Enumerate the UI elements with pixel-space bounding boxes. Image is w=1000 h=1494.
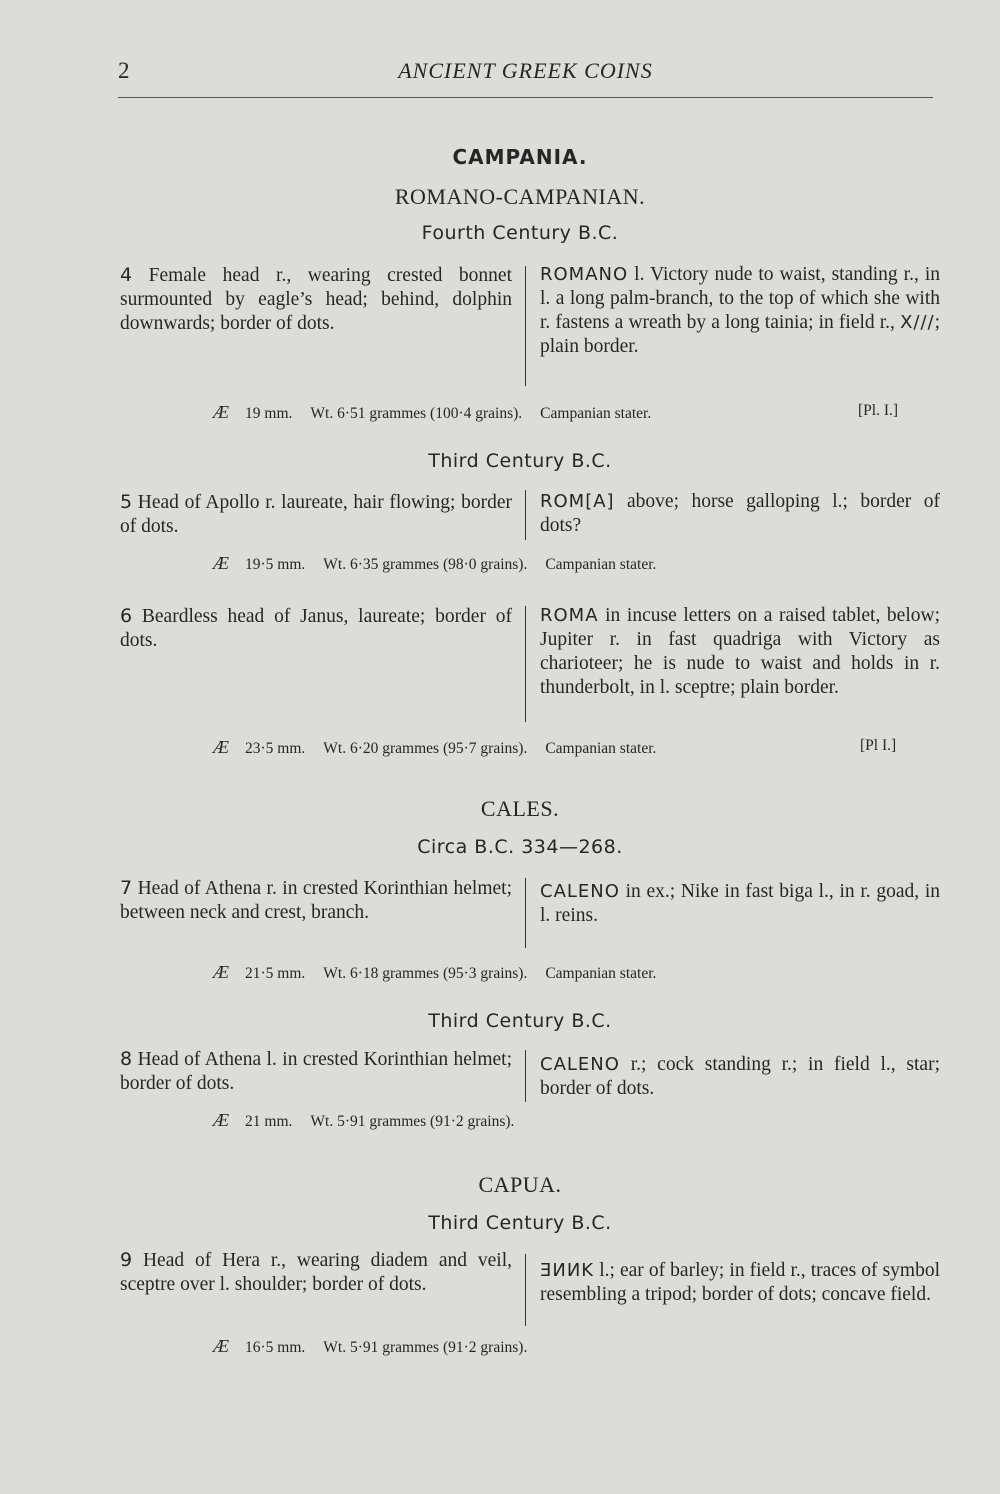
reverse-text: in ex.; Nike in fast biga l., in r. goad, in l. reins. [540,881,940,926]
coin-legend: ROM[A] [540,491,615,512]
coin-8-obverse [120,1047,512,1096]
coin-size: 19·5 mm. [245,556,306,573]
column-divider [525,878,526,948]
obverse-text: Head of Apollo r. laureate, hair flowing; border of dots. [120,492,513,537]
coin-weight: Wt. 6·35 grammes (98·0 grains). [323,556,528,573]
coin-denomination: Campanian stater. [540,405,652,422]
metal-symbol: Æ [213,737,230,757]
coin-weight: Wt. 6·20 grammes (95·7 grains). [323,740,528,757]
coin-weight: Wt. 5·91 grammes (91·2 grains). [310,1113,515,1130]
coin-9-reverse [540,1259,940,1307]
coin-weight: Wt. 6·18 grammes (95·3 grains). [323,965,528,982]
reverse-text: r.; cock standing r.; in field l., star; border of dots. [540,1054,940,1099]
obverse-text: Head of Hera r., wearing diadem and veil, sceptre over l. shoulder; border of dots. [120,1250,512,1295]
page-number: 2 [118,58,130,83]
period-heading-third-century: Third Century B.C. [428,1212,612,1234]
coin-legend: CALENO [540,1054,620,1075]
coin-denomination: Campanian stater. [545,740,657,757]
coin-7-metadata [213,962,656,983]
coin-size: 23·5 mm. [245,740,306,757]
coin-weight: Wt. 6·51 grammes (100·4 grains). [310,405,523,422]
period-heading-circa: Circa B.C. 334—268. [417,836,623,858]
coin-legend: CALENO [540,881,620,902]
coin-7-obverse [120,876,512,925]
metal-symbol: Æ [213,553,230,573]
obverse-text: Beardless head of Janus, laureate; border of dots. [120,606,512,651]
period-heading-fourth-century: Fourth Century B.C. [421,222,619,244]
section-heading-romano-campanian: ROMANO-CAMPANIAN. [394,184,646,209]
coin-9-obverse [120,1248,512,1297]
coin-6-reverse [540,604,940,700]
coin-denomination: Campanian stater. [545,965,657,982]
period-heading-third-century: Third Century B.C. [428,1010,612,1032]
coin-4-reverse [540,263,940,359]
plate-reference: [Pl I.] [860,737,897,754]
section-heading-capua: CAPUA. [478,1172,562,1197]
coin-7-reverse [540,880,940,928]
obverse-text: Head of Athena r. in crested Korinthian helmet; between neck and crest, branch. [120,878,513,923]
coin-size: 21 mm. [245,1113,293,1130]
coin-8-reverse [540,1053,940,1101]
coin-legend: ƎИИK [540,1260,595,1281]
coin-6-metadata [213,737,656,758]
reverse-text: above; horse galloping l.; border of dots? [540,491,940,536]
reverse-text-end: ; plain border. [540,312,941,357]
reverse-text: in incuse letters on a raised tablet, below; Jupiter r. in fast quadriga with Victory as charioteer; he is nude to waist and holds in r. thunderbolt, in l. sceptre; plain border. [540,605,940,698]
field-mark: X/// [900,312,935,333]
coin-8-metadata [213,1110,514,1131]
coin-number: 9 [120,1249,133,1271]
coin-number: 6 [120,605,133,627]
metal-symbol: Æ [213,402,230,422]
coin-size: 16·5 mm. [245,1339,306,1356]
coin-5-metadata [213,553,656,574]
metal-symbol: Æ [213,962,230,982]
reverse-text: l.; ear of barley; in field r., traces of symbol resembling a tripod; border of dots; concave field. [540,1260,940,1305]
metal-symbol: Æ [213,1336,230,1356]
header-rule [118,97,933,98]
period-heading-third-century: Third Century B.C. [428,450,612,472]
column-divider [525,490,526,540]
book-title: ANCIENT GREEK COINS [398,58,653,83]
plate-reference: [Pl. I.] [858,402,899,419]
coin-legend: ROMANO [540,264,629,285]
running-head [118,58,933,88]
coin-size: 19 mm. [245,405,293,422]
reverse-text: l. Victory nude to waist, standing r., in l. a long palm-branch, to the top of which she with r. fastens a wreath by a long tainia; in field r., [540,264,941,333]
coin-weight: Wt. 5·91 grammes (91·2 grains). [323,1339,528,1356]
section-heading-cales: CALES. [480,796,560,821]
coin-number: 5 [120,491,133,513]
coin-4-metadata [213,402,651,423]
column-divider [525,606,526,722]
coin-4-obverse [120,263,512,336]
coin-6-obverse [120,604,512,653]
coin-5-reverse [540,490,940,538]
obverse-text: Female head r., wearing crested bonnet surmounted by eagle’s head; behind, dolphin downwards; border of dots. [120,265,513,334]
coin-legend: ROMA [540,605,599,626]
coin-number: 4 [120,264,133,286]
coin-5-obverse [120,490,512,539]
coin-number: 8 [120,1048,133,1070]
coin-9-metadata [213,1336,527,1357]
coin-size: 21·5 mm. [245,965,306,982]
obverse-text: Head of Athena l. in crested Korinthian helmet; border of dots. [120,1049,513,1094]
column-divider [525,266,526,386]
metal-symbol: Æ [213,1110,230,1130]
column-divider [525,1254,526,1326]
region-heading: CAMPANIA. [452,145,588,169]
coin-number: 7 [120,877,133,899]
column-divider [525,1050,526,1102]
coin-denomination: Campanian stater. [545,556,657,573]
